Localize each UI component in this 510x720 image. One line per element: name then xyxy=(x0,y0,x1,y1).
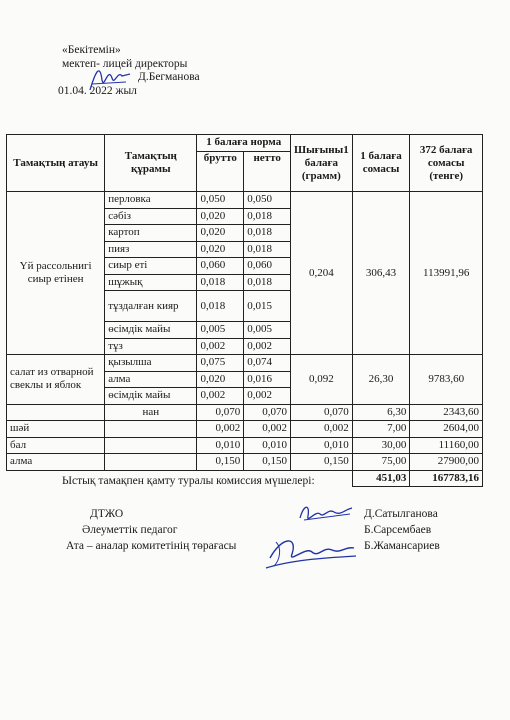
commission-roles xyxy=(66,506,236,554)
brutto: 0,020 xyxy=(197,225,244,242)
brutto: 0,050 xyxy=(197,192,244,209)
item-name: алма xyxy=(7,454,105,471)
ingredient: өсімдік майы xyxy=(105,388,197,405)
netto: 0,002 xyxy=(244,388,291,405)
netto: 0,015 xyxy=(244,291,291,322)
netto: 0,002 xyxy=(244,338,291,355)
item-name: шәй xyxy=(7,421,105,438)
netto: 0,002 xyxy=(244,421,291,438)
netto: 0,018 xyxy=(244,225,291,242)
brutto: 0,002 xyxy=(197,388,244,405)
header-cost-total: 372 балаға сомасы (тенге) xyxy=(410,135,483,192)
ingredient: перловка xyxy=(105,192,197,209)
header-brutto: брутто xyxy=(197,151,244,191)
director-signature xyxy=(86,60,136,96)
ingredient: сиыр еті xyxy=(105,258,197,275)
header-norm: 1 балаға норма xyxy=(197,135,291,152)
netto: 0,018 xyxy=(244,208,291,225)
brutto: 0,002 xyxy=(197,421,244,438)
approval-date: 01.04. 2022 жыл xyxy=(58,84,137,97)
expense: 0,070 xyxy=(291,404,353,421)
netto: 0,150 xyxy=(244,454,291,471)
signature-2 xyxy=(262,528,362,576)
brutto: 0,070 xyxy=(197,404,244,421)
brutto: 0,020 xyxy=(197,371,244,388)
ingredient: қызылша xyxy=(105,355,197,372)
header-expense: Шығыны1 балаға (грамм) xyxy=(291,135,353,192)
ingredient: шұжық xyxy=(105,274,197,291)
item-name: бал xyxy=(7,437,105,454)
role-1: ДТЖО xyxy=(90,508,124,520)
table-row xyxy=(7,192,483,209)
netto: 0,060 xyxy=(244,258,291,275)
cost-one: 30,00 xyxy=(352,437,410,454)
netto: 0,005 xyxy=(244,322,291,339)
brutto: 0,150 xyxy=(197,454,244,471)
dish1-cost-one: 306,43 xyxy=(352,192,410,355)
ingredient: пияз xyxy=(105,241,197,258)
dish2-name: салат из отварной свеклы и яблок xyxy=(7,355,105,405)
ingredient: тұз xyxy=(105,338,197,355)
total-cost-one: 451,03 xyxy=(352,470,410,487)
netto: 0,018 xyxy=(244,241,291,258)
ingredient: сәбіз xyxy=(105,208,197,225)
name-1: Д.Сатылганова xyxy=(364,508,438,520)
table-row xyxy=(7,454,483,471)
brutto: 0,075 xyxy=(197,355,244,372)
cost-total: 27900,00 xyxy=(410,454,483,471)
ingredient: алма xyxy=(105,371,197,388)
dish1-name: Үй рассольнигі сиыр етінен xyxy=(7,192,105,355)
menu-table xyxy=(6,134,483,487)
ingredient: өсімдік майы xyxy=(105,322,197,339)
brutto: 0,002 xyxy=(197,338,244,355)
header-row xyxy=(7,135,483,152)
brutto: 0,060 xyxy=(197,258,244,275)
expense: 0,150 xyxy=(291,454,353,471)
name-2: Б.Сарсембаев xyxy=(364,524,432,536)
commission-title: Ыстық тамақпен қамту туралы комиссия мүшелері: xyxy=(62,475,315,487)
header-cost-one: 1 балаға сомасы xyxy=(352,135,410,192)
table-row xyxy=(7,355,483,372)
commission-names xyxy=(364,506,440,554)
cost-total: 2604,00 xyxy=(410,421,483,438)
ingredient xyxy=(105,437,197,454)
role-3: Ата – аналар комитетінің төрағасы xyxy=(66,540,237,552)
dish2-cost-total: 9783,60 xyxy=(410,355,483,405)
cost-total: 2343,60 xyxy=(410,404,483,421)
netto: 0,016 xyxy=(244,371,291,388)
header-netto: нетто xyxy=(244,151,291,191)
cost-one: 7,00 xyxy=(352,421,410,438)
brutto: 0,018 xyxy=(197,274,244,291)
ingredient xyxy=(105,454,197,471)
brutto: 0,005 xyxy=(197,322,244,339)
brutto: 0,010 xyxy=(197,437,244,454)
dish2-cost-one: 26,30 xyxy=(352,355,410,405)
table-row xyxy=(7,404,483,421)
item-name xyxy=(7,404,105,421)
netto: 0,070 xyxy=(244,404,291,421)
ingredient: нан xyxy=(105,404,197,421)
name-3: Б.Жамансариев xyxy=(364,540,440,552)
approval-stamp: «Бекітемін» xyxy=(62,44,121,56)
cost-one: 6,30 xyxy=(352,404,410,421)
table-row xyxy=(7,421,483,438)
dish2-expense: 0,092 xyxy=(291,355,353,405)
header-name: Тамақтың атауы xyxy=(7,135,105,192)
netto: 0,074 xyxy=(244,355,291,372)
signature-1 xyxy=(294,500,364,528)
netto: 0,018 xyxy=(244,274,291,291)
expense: 0,002 xyxy=(291,421,353,438)
brutto: 0,020 xyxy=(197,241,244,258)
ingredient: картоп xyxy=(105,225,197,242)
brutto: 0,020 xyxy=(197,208,244,225)
total-cost-total: 167783,16 xyxy=(410,470,483,487)
ingredient xyxy=(105,421,197,438)
cost-total: 11160,00 xyxy=(410,437,483,454)
ingredient: тұздалған кияр xyxy=(105,291,197,322)
approval-director-name: Д.Бегманова xyxy=(138,71,200,83)
brutto: 0,018 xyxy=(197,291,244,322)
header-composition: Тамақтың құрамы xyxy=(105,135,197,192)
dish1-cost-total: 113991,96 xyxy=(410,192,483,355)
netto: 0,010 xyxy=(244,437,291,454)
table-row xyxy=(7,437,483,454)
netto: 0,050 xyxy=(244,192,291,209)
dish1-expense: 0,204 xyxy=(291,192,353,355)
cost-one: 75,00 xyxy=(352,454,410,471)
role-2: Әлеуметтік педагог xyxy=(82,524,178,536)
approval-position: мектеп- лицей директоры xyxy=(62,57,188,70)
expense: 0,010 xyxy=(291,437,353,454)
